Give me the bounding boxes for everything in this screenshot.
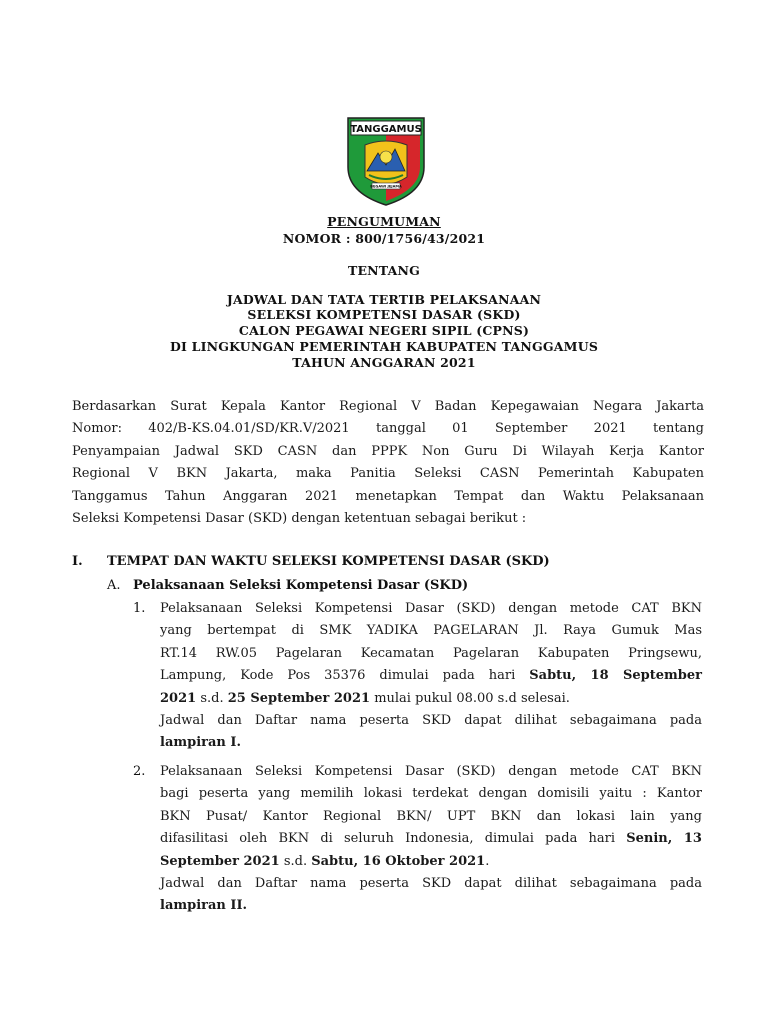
item-line bbox=[160, 895, 702, 917]
item-line: Jadwal dan Daftar nama peserta SKD dapat dilihat sebagaimana pada bbox=[160, 713, 702, 729]
item-text: . bbox=[485, 853, 490, 869]
item-line: RT.14 RW.05 Pagelaran Kecamatan Pagelaran Kabupaten Pringsewu, bbox=[160, 645, 702, 661]
intro-line: Seleksi Kompetensi Dasar (SKD) dengan ketentuan sebagai berikut : bbox=[72, 511, 527, 527]
date-bold: Sabtu, 18 September bbox=[529, 668, 702, 684]
item-text: s.d. bbox=[283, 853, 308, 869]
intro-paragraph bbox=[72, 396, 704, 530]
section-title: TEMPAT DAN WAKTU SELEKSI KOMPETENSI DASAR (SKD) bbox=[107, 554, 550, 569]
tanggamus-coat-of-arms-icon bbox=[345, 115, 427, 207]
date-bold: 25 September 2021 bbox=[227, 690, 371, 706]
intro-line: Berdasarkan Surat Kepala Kantor Regional V Badan Kepegawaian Negara Jakarta bbox=[72, 399, 704, 414]
intro-line: Tanggamus Tahun Anggaran 2021 menetapkan Tempat dan Waktu Pelaksanaan bbox=[72, 488, 704, 504]
regency-logo bbox=[345, 115, 427, 207]
subject-line-2: SELEKSI KOMPETENSI DASAR (SKD) bbox=[247, 307, 521, 322]
item-2-text bbox=[160, 761, 702, 918]
item-text: mulai pukul 08.00 s.d selesai. bbox=[374, 690, 570, 706]
item-line bbox=[160, 732, 702, 754]
item-line: yang bertempat di SMK YADIKA PAGELARAN Jl. Raya Gumuk Mas bbox=[160, 623, 702, 639]
attachment-ref: lampiran II. bbox=[160, 898, 248, 914]
item-number: 2. bbox=[133, 764, 146, 779]
item-text: difasilitasi oleh BKN di seluruh Indonesia, dimulai pada hari bbox=[160, 831, 616, 847]
intro-line: Regional V BKN Jakarta, maka Panitia Seleksi CASN Pemerintah Kabupaten bbox=[72, 466, 704, 482]
date-bold: Senin, 13 bbox=[626, 831, 702, 847]
item-1-text bbox=[160, 598, 702, 755]
date-bold: 2021 bbox=[160, 690, 197, 706]
item-line bbox=[160, 665, 702, 687]
attachment-ref: lampiran I. bbox=[160, 735, 242, 751]
item-line bbox=[160, 828, 702, 850]
item-line: Pelaksanaan Seleksi Kompetensi Dasar (SKD) dengan metode CAT BKN bbox=[160, 764, 702, 779]
item-line: Pelaksanaan Seleksi Kompetensi Dasar (SKD) dengan metode CAT BKN bbox=[160, 601, 702, 616]
item-line: Jadwal dan Daftar nama peserta SKD dapat dilihat sebagaimana pada bbox=[160, 876, 702, 892]
date-bold: September 2021 bbox=[160, 853, 280, 869]
item-line: bagi peserta yang memilih lokasi terdekat dengan domisili yaitu : Kantor bbox=[160, 786, 702, 802]
about-heading: TENTANG bbox=[347, 263, 421, 278]
subject-line-4: DI LINGKUNGAN PEMERINTAH KABUPATEN TANGGAMUS bbox=[169, 339, 599, 354]
item-text: s.d. bbox=[200, 690, 224, 706]
subject-line-3: CALON PEGAWAI NEGERI SIPIL (CPNS) bbox=[238, 323, 530, 338]
section-number: I. bbox=[72, 554, 83, 569]
item-line bbox=[160, 851, 702, 873]
subject-line-1: JADWAL DAN TATA TERTIB PELAKSANAAN bbox=[226, 292, 542, 307]
subsection-title: Pelaksanaan Seleksi Kompetensi Dasar (SKD) bbox=[133, 578, 469, 593]
subject-line-5: TAHUN ANGGARAN 2021 bbox=[292, 355, 476, 370]
logo-motto: BEGAWI JEJAMA bbox=[370, 184, 402, 189]
item-text: Lampung, Kode Pos 35376 dimulai pada hari bbox=[160, 668, 516, 684]
logo-text: TANGGAMUS bbox=[350, 124, 422, 135]
date-bold: Sabtu, 16 Oktober 2021 bbox=[311, 853, 486, 869]
intro-line: Penyampaian Jadwal SKD CASN dan PPPK Non Guru Di Wilayah Kerja Kantor bbox=[72, 443, 704, 459]
announcement-title: PENGUMUMAN bbox=[327, 214, 441, 229]
subsection-number: A. bbox=[107, 578, 121, 593]
item-number: 1. bbox=[133, 601, 146, 616]
item-line: BKN Pusat/ Kantor Regional BKN/ UPT BKN dan lokasi lain yang bbox=[160, 808, 702, 824]
announcement-number: NOMOR : 800/1756/43/2021 bbox=[282, 231, 486, 246]
intro-line: Nomor: 402/B-KS.04.01/SD/KR.V/2021 tanggal 01 September 2021 tentang bbox=[72, 421, 704, 437]
item-line bbox=[160, 688, 702, 710]
